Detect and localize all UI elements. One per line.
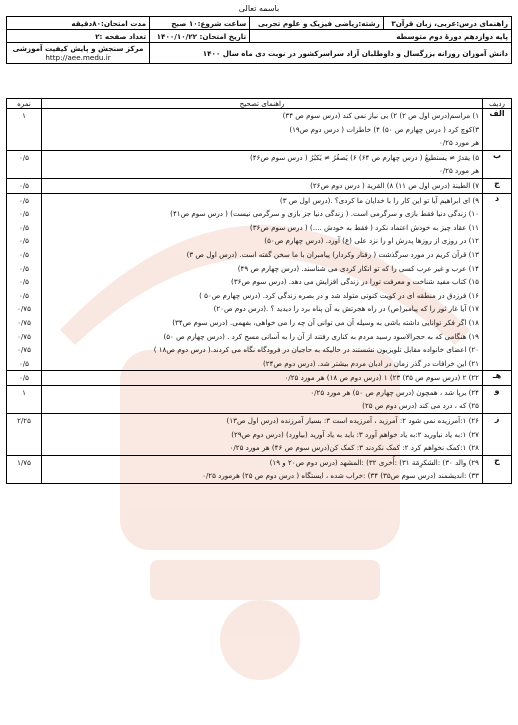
answer-line: ۷) الطینة (درس اول ص ۱۱) ۸) القریة ( درس دوم ص۲۶)	[310, 180, 479, 190]
field: رشته:ریاضی فیزیک و علوم تجربی	[250, 17, 384, 30]
answer-row	[7, 371, 512, 386]
row-label: ز	[483, 414, 512, 456]
row-content	[42, 455, 483, 483]
line-score: ۰/۵	[18, 263, 29, 273]
row-label: ح	[483, 455, 512, 483]
answer-line: ۱۸) اگر فکر توانایی داشته باشی به وسیله آن می توانی آن چه را می خواهی، بفهمی. (درس سوم ص۳۴)	[172, 317, 479, 327]
row-content	[42, 178, 483, 193]
row-content	[42, 371, 483, 386]
answer-line: ۲۹) والد ۳۰) :الشکرِمَة ۳۱) :أُخری ۳۲) :المشهد (درس دوم ص۲۰ و ۱۹)	[269, 457, 479, 467]
answer-row	[7, 414, 512, 456]
row-label: د	[483, 193, 512, 371]
students: دانش آموزان روزانه بزرگسال و داوطلبان آزاد سراسرکشور در نوبت دی ماه سال ۱۴۰۰	[150, 43, 512, 64]
top-title: باسمه تعالی	[238, 4, 280, 13]
score-value: ۱	[22, 387, 26, 397]
answer-line: ۱۵) کتاب مفید شناخت و معرفت تورا در زندگی افزایش می دهد. (درس سوم ص۳۶)	[231, 277, 479, 287]
row-label: ب	[483, 150, 512, 178]
score-value: ۰/۵	[18, 152, 29, 162]
center-name: مرکز سنجش و پایش کیفیت آموزشی http://aee.medu.ir	[7, 43, 150, 64]
answer-line: ۲۴) برپا شد ، همچون (درس چهارم ص ۵۰) هر مورد ۰/۲۵	[310, 387, 479, 397]
score-value: ۲/۲۵	[17, 416, 31, 426]
answer-line: ۲۱) این خرافات در گذر زمان در ادبان مردم بیشتر شد. (درس دوم ص۲۴)	[263, 358, 479, 368]
page-count: تعداد صفحه :۲	[7, 30, 150, 43]
answer-line: ۱۱) عقاد چیز به خودش اعتماد نکرد ( فقط به خودش ....) ( درس سوم ص۳۶)	[249, 222, 479, 232]
line-score: ۰/۷۵	[17, 345, 31, 355]
line-score: ۰/۵	[18, 209, 29, 219]
answer-line: ۲۷) ۱:به یاد نیاورید ۲:به یاد خواهم آورد ۳: باید به یاد آورید (بیاورد) (درس دوم ص۲۹)	[231, 429, 479, 439]
line-score: ۰/۷۵	[17, 304, 31, 314]
answer-line: ۲۵) که ، درد می کند (درس دوم ص ۲۵)	[362, 401, 479, 411]
row-content	[42, 414, 483, 456]
row-header: ردیف	[483, 99, 512, 109]
answer-line: ۳۳) :اندیشمند (درس سوم ص۳۵) ۳۴) :خراب شده ، ایستگاه ( درس دوم ص ۲۵) هرمورد ۰/۲۵	[202, 471, 479, 481]
answer-table	[6, 98, 512, 484]
row-label: و	[483, 385, 512, 413]
score-value: ۰/۵	[18, 180, 29, 190]
line-score: ۰/۵	[18, 358, 29, 368]
row-content	[42, 193, 483, 371]
row-label: هـ	[483, 371, 512, 386]
answer-line: ۵) یقدرُ ≠ یستطیعُ ( درس چهارم ص ۶۴) ۶) یَصغُرُ ≠ یَکبُرُ ( درس سوم ص۴۶)	[249, 152, 479, 162]
score-value: ۱	[22, 111, 26, 120]
answer-line: ۹) ای ابراهیم آیا تو این کار را با خدایان ما کردی؟ .(درس اول ص ۳)	[279, 195, 479, 205]
duration: مدت امتحان:۸۰دقیقه	[7, 17, 150, 30]
row-score	[7, 371, 42, 386]
row-score	[7, 455, 42, 483]
answer-row	[7, 193, 512, 371]
row-score	[7, 414, 42, 456]
grade: پایه دوازدهم دورهٔ دوم متوسطه	[250, 30, 512, 43]
answer-line: ۱۷) آیا غار ثور را که پیامبر(ص) در راه هجرتش به آن پناه برد را دیدید ؟ .(درس دوم ص۲۰)	[213, 304, 479, 314]
row-content	[42, 109, 483, 151]
answer-line: ۱۴) عرب و غیر عرب کسی را که تو انکار کردی می شناسند. (درس چهارم ص ۴۹)	[237, 263, 479, 273]
answer-line: ۱۰) زندگی دنیا فقط بازی و سرگرمی است. ( زندگی دنیا جز بازی و سرگرمی نیست) ( درس سوم ص۴۱)	[170, 209, 479, 219]
row-score	[7, 150, 42, 178]
answer-row	[7, 385, 512, 413]
answer-line: ۲۶) ۱:آمرزیده نمی شود ۲: آمرزید ، آمرزیده است ۳: بسیار آمرزنده (درس اول ص۱۳)	[226, 416, 479, 426]
answer-row	[7, 109, 512, 151]
answer-line: ۱۲) در روزی از روزها پدرش او را نزد علی (ع) آورد. (درس چهارم ص۵۰)	[264, 236, 479, 246]
answer-line: ۳)کوچ کرد ( درس چهارم ص ۵۰) ۴) خاطرات ( درس دوم ص۱۹)	[289, 124, 479, 134]
row-label: الف	[483, 109, 512, 151]
guide-header: راهنمای تصحیح	[42, 99, 483, 109]
line-score: ۰/۵	[18, 195, 29, 205]
answer-line: ۲۲) ۲ (درس سوم ص ۳۵) ۲۳) ۱ (درس دوم ص ۱۸) هر مورد ۰/۲۵	[284, 373, 479, 383]
answer-line: ۱۹) هنگامی که به حجرالاسود رسید مردم به کناری رفتند از آن را به آسانی مسح کرد . (درس چهارم ص ۵۰)	[163, 331, 479, 341]
score-value: ۱/۷۵	[17, 457, 31, 467]
line-score: ۰/۵	[18, 277, 29, 287]
row-content	[42, 385, 483, 413]
line-score: ۰/۷۵	[17, 331, 31, 341]
row-score	[7, 178, 42, 193]
answer-line: ۱) مراسم(درس اول ص ۲) ۲) بی نیاز نمی کند (درس سوم ص ۳۴)	[282, 111, 479, 120]
line-score: ۰/۵	[18, 236, 29, 246]
answer-line: ۲۰) اعضای خانواده مقابل تلویزیون نشستند در حالیکه به حاجیان در فرودگاه نگاه می کردند.( درس دوم ص۱۸ )	[153, 345, 479, 355]
line-score: ۰/۵	[18, 222, 29, 232]
exam-date: تاریخ امتحان: ۱۴۰۰/۱۰/۲۲	[150, 30, 250, 43]
start-time: ساعت شروع:۱۰ صبح	[150, 17, 250, 30]
answer-line: ۲۸) ۱:کمک نخواهم کرد ۲: کمک نکردند ۳: کمک کن(درس سوم ص ۴۶) هر مورد ۰/۲۵	[229, 443, 479, 453]
line-score: ۰/۵	[18, 290, 29, 300]
row-score	[7, 193, 42, 371]
row-score	[7, 109, 42, 151]
exam-header	[6, 16, 512, 64]
answer-row	[7, 455, 512, 483]
answer-line: هر مورد ۰/۲۵	[438, 166, 479, 176]
row-content	[42, 150, 483, 178]
answer-line: ۱۶) فرزدق در منطقه ای در کویت کنونی متولد شد و در بصره زندگی کرد. (درس چهارم ص۵۰ )	[199, 290, 479, 300]
center-url: http://aee.medu.ir	[45, 53, 111, 62]
answer-row	[7, 178, 512, 193]
line-score: ۰/۷۵	[17, 317, 31, 327]
row-label: ج	[483, 178, 512, 193]
row-score	[7, 385, 42, 413]
line-score: ۰/۵	[18, 249, 29, 259]
answer-line: ۱۳) قرآن کریم در مورد سرگذشت ( رفتار وکردار) پیامبران با ما سخن گفته است. (درس اول ص ۳)	[186, 249, 479, 259]
score-header: نمره	[7, 99, 42, 109]
answer-line: هر مورد ۰/۲۵	[438, 138, 479, 148]
score-value: ۰/۵	[18, 373, 29, 383]
answer-row	[7, 150, 512, 178]
course-guide: راهنمای درس:عربی، زبان قرآن۳	[383, 17, 511, 30]
